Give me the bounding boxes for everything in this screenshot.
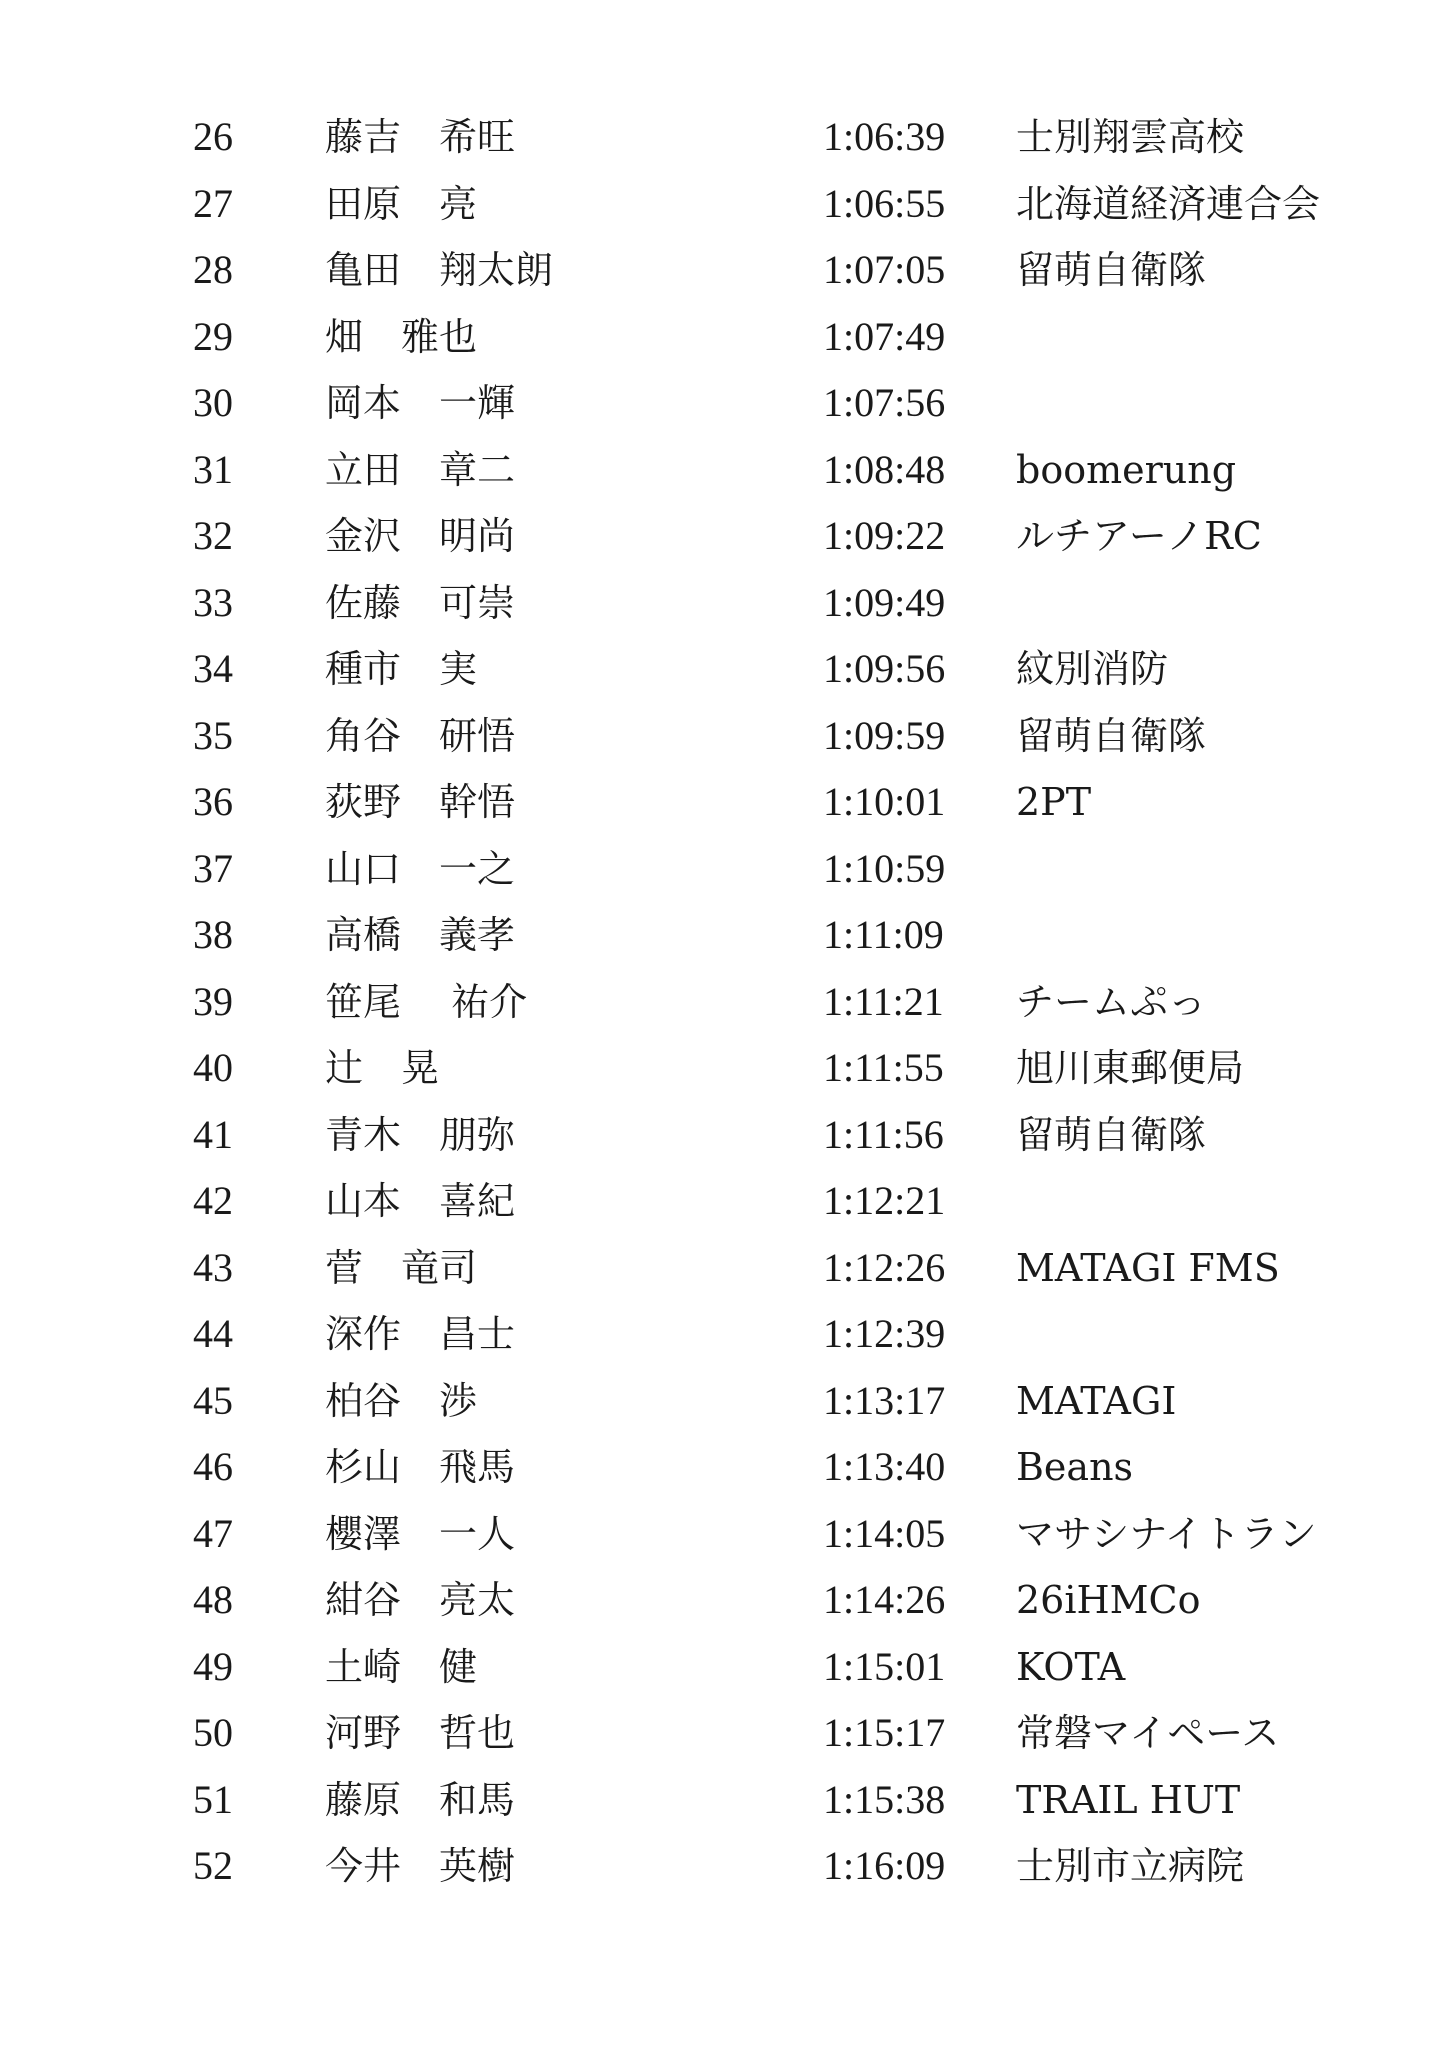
result-row xyxy=(0,370,1448,437)
runner-name: 土崎 健 xyxy=(325,1644,478,1689)
result-row xyxy=(0,1767,1448,1834)
result-row xyxy=(0,1168,1448,1235)
rank-cell: 47 xyxy=(193,1510,233,1556)
runner-name: 山本 喜紀 xyxy=(325,1179,516,1223)
finish-time: 1:15:17 xyxy=(823,1710,946,1755)
runner-name: 藤原 和馬 xyxy=(325,1777,516,1822)
finish-time: 1:16:09 xyxy=(823,1843,946,1888)
rank-cell: 49 xyxy=(193,1643,233,1689)
runner-name: 杉山 飛馬 xyxy=(325,1445,516,1489)
runner-name: 藤吉 希旺 xyxy=(325,115,516,159)
team-name: 留萌自衛隊 xyxy=(1016,1112,1207,1157)
rank-cell: 27 xyxy=(193,180,233,226)
result-row xyxy=(0,1501,1448,1568)
rank-cell: 41 xyxy=(193,1111,233,1157)
rank-cell: 44 xyxy=(193,1311,233,1356)
result-row xyxy=(0,1567,1448,1634)
runner-name: 笹尾 祐介 xyxy=(325,979,528,1024)
rank-cell: 30 xyxy=(193,380,233,425)
rank-cell: 50 xyxy=(193,1710,233,1755)
runner-name: 金沢 明尚 xyxy=(325,514,516,558)
rank-cell: 45 xyxy=(193,1377,233,1423)
rank-cell: 39 xyxy=(193,978,233,1024)
rank-cell: 35 xyxy=(193,712,233,758)
result-row xyxy=(0,104,1448,171)
team-name: 留萌自衛隊 xyxy=(1016,248,1207,292)
runner-name: 角谷 研悟 xyxy=(325,713,516,758)
runner-name: 柏谷 渉 xyxy=(325,1378,478,1423)
result-row xyxy=(0,769,1448,836)
finish-time: 1:10:01 xyxy=(823,779,946,824)
result-row xyxy=(0,902,1448,969)
result-row xyxy=(0,1700,1448,1767)
finish-time: 1:14:26 xyxy=(823,1577,946,1622)
runner-name: 櫻澤 一人 xyxy=(325,1511,516,1556)
finish-time: 1:13:40 xyxy=(823,1444,946,1489)
team-name: boomerung xyxy=(1016,447,1237,492)
result-row xyxy=(0,570,1448,637)
finish-time: 1:14:05 xyxy=(823,1510,946,1556)
result-row xyxy=(0,503,1448,570)
result-row xyxy=(0,1634,1448,1701)
result-row xyxy=(0,969,1448,1036)
finish-time: 1:09:49 xyxy=(823,579,946,625)
team-name: MATAGI FMS xyxy=(1016,1245,1280,1290)
finish-time: 1:13:17 xyxy=(823,1377,946,1423)
runner-name: 紺谷 亮太 xyxy=(325,1578,516,1622)
runner-name: 亀田 翔太朗 xyxy=(325,248,554,292)
runner-name: 種市 実 xyxy=(325,647,478,691)
rank-cell: 31 xyxy=(193,446,233,492)
finish-time: 1:09:56 xyxy=(823,646,946,691)
rank-cell: 43 xyxy=(193,1244,233,1290)
finish-time: 1:07:56 xyxy=(823,380,946,425)
runner-name: 山口 一之 xyxy=(325,846,516,891)
runner-name: 深作 昌士 xyxy=(325,1312,516,1356)
runner-name: 高橋 義孝 xyxy=(325,913,516,957)
finish-time: 1:09:59 xyxy=(823,712,946,758)
team-name: 北海道経済連合会 xyxy=(1016,181,1321,226)
rank-cell: 37 xyxy=(193,845,233,891)
runner-name: 佐藤 可崇 xyxy=(325,580,516,625)
result-row xyxy=(0,1035,1448,1102)
team-name: 旭川東郵便局 xyxy=(1016,1046,1245,1090)
rank-cell: 28 xyxy=(193,247,233,292)
finish-time: 1:09:22 xyxy=(823,513,946,558)
runner-name: 青木 朋弥 xyxy=(325,1112,516,1157)
team-name: 士別翔雲高校 xyxy=(1016,115,1245,159)
finish-time: 1:12:26 xyxy=(823,1244,946,1290)
result-row xyxy=(0,636,1448,703)
team-name: 26iHMCo xyxy=(1016,1578,1201,1622)
finish-time: 1:11:55 xyxy=(823,1045,944,1090)
team-name: 常磐マイペース xyxy=(1016,1711,1280,1755)
finish-time: 1:10:59 xyxy=(823,845,946,891)
team-name: 留萌自衛隊 xyxy=(1016,713,1207,758)
rank-cell: 48 xyxy=(193,1577,233,1622)
results-list xyxy=(0,104,1448,1900)
rank-cell: 36 xyxy=(193,779,233,824)
rank-cell: 29 xyxy=(193,313,233,359)
finish-time: 1:15:01 xyxy=(823,1643,946,1689)
runner-name: 今井 英樹 xyxy=(325,1844,516,1888)
finish-time: 1:07:05 xyxy=(823,247,946,292)
team-name: MATAGI xyxy=(1016,1378,1177,1423)
runner-name: 畑 雅也 xyxy=(325,314,478,359)
runner-name: 菅 竜司 xyxy=(325,1245,478,1290)
runner-name: 荻野 幹悟 xyxy=(325,780,516,824)
team-name: 2PT xyxy=(1016,780,1092,824)
rank-cell: 40 xyxy=(193,1045,233,1090)
result-row xyxy=(0,1235,1448,1302)
runner-name: 辻 晃 xyxy=(325,1046,440,1090)
finish-time: 1:06:55 xyxy=(823,180,946,226)
rank-cell: 33 xyxy=(193,579,233,625)
runner-name: 岡本 一輝 xyxy=(325,381,516,425)
finish-time: 1:12:39 xyxy=(823,1311,946,1356)
finish-time: 1:11:09 xyxy=(823,912,944,957)
rank-cell: 46 xyxy=(193,1444,233,1489)
team-name: KOTA xyxy=(1016,1644,1126,1689)
finish-time: 1:08:48 xyxy=(823,446,946,492)
rank-cell: 38 xyxy=(193,912,233,957)
finish-time: 1:15:38 xyxy=(823,1776,946,1822)
result-row xyxy=(0,1301,1448,1368)
result-row xyxy=(0,171,1448,238)
result-row xyxy=(0,1434,1448,1501)
result-row xyxy=(0,703,1448,770)
result-row xyxy=(0,237,1448,304)
team-name: TRAIL HUT xyxy=(1016,1777,1241,1822)
finish-time: 1:06:39 xyxy=(823,114,946,159)
result-row xyxy=(0,437,1448,504)
rank-cell: 34 xyxy=(193,646,233,691)
team-name: マサシナイトラン xyxy=(1016,1511,1317,1556)
result-row xyxy=(0,1102,1448,1169)
team-name: 紋別消防 xyxy=(1016,647,1169,691)
runner-name: 立田 章二 xyxy=(325,447,516,492)
rank-cell: 42 xyxy=(193,1178,233,1223)
finish-time: 1:12:21 xyxy=(823,1178,946,1223)
rank-cell: 26 xyxy=(193,114,233,159)
rank-cell: 32 xyxy=(193,513,233,558)
team-name: Beans xyxy=(1016,1445,1134,1489)
finish-time: 1:11:21 xyxy=(823,978,944,1024)
rank-cell: 52 xyxy=(193,1843,233,1888)
runner-name: 田原 亮 xyxy=(325,181,478,226)
team-name: ルチアーノRC xyxy=(1016,514,1262,558)
result-row xyxy=(0,836,1448,903)
result-row xyxy=(0,1368,1448,1435)
finish-time: 1:07:49 xyxy=(823,313,946,359)
team-name: 士別市立病院 xyxy=(1016,1844,1245,1888)
result-row xyxy=(0,304,1448,371)
finish-time: 1:11:56 xyxy=(823,1111,944,1157)
runner-name: 河野 哲也 xyxy=(325,1711,516,1755)
result-row xyxy=(0,1833,1448,1900)
team-name: チームぷっ xyxy=(1016,979,1207,1024)
rank-cell: 51 xyxy=(193,1776,233,1822)
